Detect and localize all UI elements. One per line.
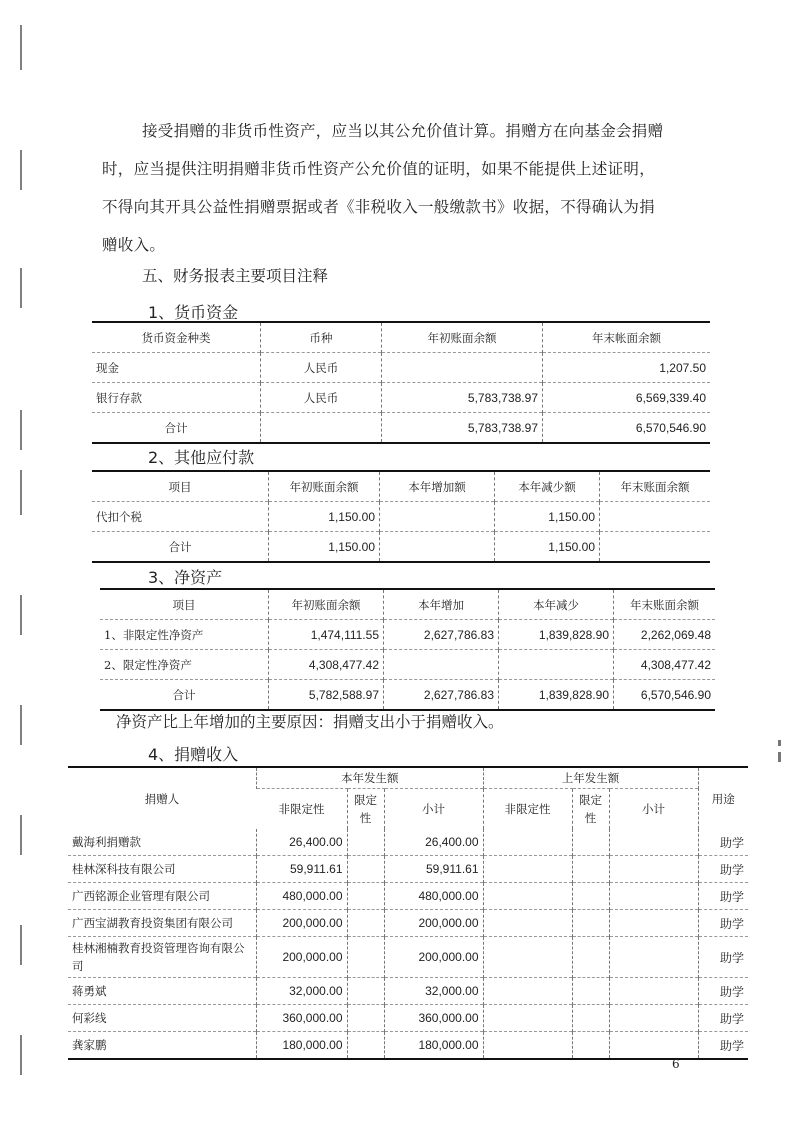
column-header: 年初账面余额: [382, 322, 543, 353]
cash-table: [92, 321, 710, 444]
cell-prev-restricted: [572, 1005, 609, 1032]
scan-speck: [778, 752, 781, 762]
cell: 2,627,786.83: [384, 620, 499, 650]
cell: 4,308,477.42: [614, 650, 716, 680]
table3-title: 3、净资产: [148, 568, 223, 587]
table-header-row: [68, 767, 748, 789]
cell-cur-subtotal: 32,000.00: [384, 978, 483, 1005]
cell: 银行存款: [92, 383, 261, 413]
cell-cur-unrestricted: 59,911.61: [257, 856, 348, 883]
table4-title: 4、捐赠收入: [148, 745, 239, 764]
cell-prev-subtotal: [609, 910, 698, 937]
cell-cur-restricted: [347, 978, 384, 1005]
table1-title: 1、货币资金: [148, 303, 239, 322]
cell: 6,570,546.90: [543, 413, 711, 444]
cell-prev-unrestricted: [483, 883, 572, 910]
cell: 1,150.00: [269, 502, 380, 532]
table2-title: 2、其他应付款: [148, 448, 255, 467]
cell-donor: 蒋勇斌: [68, 978, 257, 1005]
column-header: 币种: [261, 322, 382, 353]
cell-purpose: 助学: [698, 910, 748, 937]
cell-cur-subtotal: 26,400.00: [384, 829, 483, 856]
column-header: 限定性: [572, 789, 609, 830]
cell: [380, 532, 495, 563]
cell-cur-unrestricted: 200,000.00: [257, 910, 348, 937]
cell-cur-unrestricted: 200,000.00: [257, 937, 348, 978]
cell-cur-restricted: [347, 883, 384, 910]
cell: [380, 502, 495, 532]
column-header: 捐赠人: [144, 791, 180, 806]
cell-purpose: 助学: [698, 978, 748, 1005]
table-total-row: [92, 413, 710, 444]
table-row: [68, 883, 748, 910]
table-row: [92, 383, 710, 413]
cell-prev-subtotal: [609, 883, 698, 910]
paragraph-line: 时，应当提供注明捐赠非货币性资产公允价值的证明，如果不能提供上述证明，: [102, 160, 656, 178]
column-header: 本年减少额: [495, 471, 600, 502]
table-row: [68, 937, 748, 978]
cell-prev-unrestricted: [483, 856, 572, 883]
cell: [499, 650, 614, 680]
table-row: [68, 910, 748, 937]
table-row: [92, 502, 710, 532]
page-number: 6: [672, 1057, 680, 1071]
cell: 5,783,738.97: [382, 413, 543, 444]
cell-prev-unrestricted: [483, 978, 572, 1005]
cell-prev-subtotal: [609, 1005, 698, 1032]
cell: 1,839,828.90: [499, 620, 614, 650]
cell: 2,627,786.83: [384, 680, 499, 711]
paragraph-line: 接受捐赠的非货币性资产，应当以其公允价值计算。捐赠方在向基金会捐赠: [142, 122, 664, 140]
column-header: 年末账面余额: [600, 471, 711, 502]
cell-prev-unrestricted: [483, 937, 572, 978]
cell-cur-unrestricted: 480,000.00: [257, 883, 348, 910]
cell-prev-unrestricted: [483, 1005, 572, 1032]
cell-cur-restricted: [347, 910, 384, 937]
cell: 代扣个税: [92, 502, 269, 532]
cell: 人民币: [261, 353, 382, 383]
cell-cur-subtotal: 59,911.61: [384, 856, 483, 883]
column-header: 年初账面余额: [269, 471, 380, 502]
cell-purpose: 助学: [698, 829, 748, 856]
cell: 1,207.50: [543, 353, 711, 383]
cell-prev-unrestricted: [483, 1032, 572, 1060]
table-total-row: [92, 532, 710, 563]
column-header: 项目: [168, 479, 192, 494]
margin-mark: [20, 25, 22, 70]
cell-cur-subtotal: 180,000.00: [384, 1032, 483, 1060]
cell: 1,150.00: [495, 532, 600, 563]
column-header: 小计: [384, 789, 483, 830]
cell-donor: 广西宝湖教育投资集团有限公司: [68, 910, 257, 937]
cell-prev-restricted: [572, 978, 609, 1005]
cell-prev-subtotal: [609, 856, 698, 883]
cell: [382, 353, 543, 383]
cell: [600, 532, 711, 563]
cell-purpose: 助学: [698, 856, 748, 883]
cell: 1、非限定性净资产: [100, 620, 269, 650]
cell-cur-restricted: [347, 937, 384, 978]
cell: 6,570,546.90: [614, 680, 716, 711]
cell: [384, 650, 499, 680]
other-payables-table: [92, 470, 710, 563]
cell-prev-unrestricted: [483, 910, 572, 937]
cell: 人民币: [261, 383, 382, 413]
cell-donor: 戴海利捐赠款: [72, 835, 141, 849]
margin-mark: [20, 470, 22, 515]
cell-cur-restricted: [347, 856, 384, 883]
cell-purpose: 助学: [698, 1005, 748, 1032]
cell-donor: 广西铭源企业管理有限公司: [68, 883, 257, 910]
column-header: 用途: [698, 767, 748, 829]
table-header-row: [92, 322, 710, 353]
donation-income-table: [68, 766, 748, 1060]
cell: 4,308,477.42: [269, 650, 384, 680]
cell: 1,150.00: [495, 502, 600, 532]
cell: [600, 502, 711, 532]
margin-mark: [20, 595, 22, 635]
net-assets-table: [100, 588, 715, 711]
cell: 合计: [92, 532, 269, 563]
cell: 现金: [92, 353, 261, 383]
column-header: 本年增加: [384, 589, 499, 620]
cell-prev-unrestricted: [483, 829, 572, 856]
cell-donor: 何彩线: [68, 1005, 257, 1032]
section-title: 五、财务报表主要项目注释: [142, 267, 329, 285]
cell: 5,783,738.97: [382, 383, 543, 413]
table-row: [68, 1005, 748, 1032]
table-row: [100, 620, 715, 650]
column-header: 限定性: [347, 789, 384, 830]
cell-cur-unrestricted: 26,400.00: [257, 829, 348, 856]
cell: 合计: [92, 413, 261, 444]
cell-cur-subtotal: 200,000.00: [384, 937, 483, 978]
table-row: [68, 1032, 748, 1060]
margin-mark: [20, 925, 22, 965]
cell-cur-subtotal: 480,000.00: [384, 883, 483, 910]
cell: 1,474,111.55: [269, 620, 384, 650]
cell-prev-restricted: [572, 910, 609, 937]
cell-prev-subtotal: [609, 978, 698, 1005]
cell-purpose: 助学: [698, 937, 748, 978]
cell: 1,150.00: [269, 532, 380, 563]
cell-prev-restricted: [572, 1032, 609, 1060]
column-header: 本年增加额: [380, 471, 495, 502]
cell-cur-restricted: [347, 829, 384, 856]
column-header: 非限定性: [483, 789, 572, 830]
table-row: [68, 978, 748, 1005]
cell: 2、限定性净资产: [100, 650, 269, 680]
cell-cur-subtotal: 360,000.00: [384, 1005, 483, 1032]
margin-mark: [20, 1035, 22, 1075]
cell: 1,839,828.90: [499, 680, 614, 711]
table-row: [68, 829, 748, 856]
cell-cur-subtotal: 200,000.00: [384, 910, 483, 937]
cell-cur-restricted: [347, 1005, 384, 1032]
intro-paragraph: [102, 112, 702, 264]
cell-donor: 桂林湘楠教育投资管理咨询有限公司: [68, 937, 257, 978]
cell-donor: 桂林深科技有限公司: [68, 856, 257, 883]
margin-mark: [20, 150, 22, 190]
column-group-header: 本年发生额: [257, 767, 484, 789]
table-header-row: [92, 471, 710, 502]
cell-donor: 龚家鹏: [68, 1032, 257, 1060]
margin-mark: [20, 410, 22, 450]
paragraph-line: 赠收入。: [102, 236, 166, 254]
column-header: 年末账面余额: [614, 589, 716, 620]
cell-prev-subtotal: [609, 937, 698, 978]
scan-speck: [778, 740, 781, 746]
margin-mark: [20, 815, 22, 855]
cell-purpose: 助学: [698, 883, 748, 910]
cell: 6,569,339.40: [543, 383, 711, 413]
column-header: 小计: [609, 789, 698, 830]
table-row: [92, 353, 710, 383]
cell-cur-unrestricted: 180,000.00: [257, 1032, 348, 1060]
cell-prev-restricted: [572, 883, 609, 910]
column-header: 项目: [172, 597, 196, 612]
column-header: 年初账面余额: [269, 589, 384, 620]
cell: 5,782,588.97: [269, 680, 384, 711]
cell-prev-restricted: [572, 829, 609, 856]
cell: 2,262,069.48: [614, 620, 716, 650]
table-row: [68, 856, 748, 883]
paragraph-line: 不得向其开具公益性捐赠票据或者《非税收入一般缴款书》收据，不得确认为捐: [102, 198, 656, 216]
cell-prev-restricted: [572, 937, 609, 978]
table-total-row: [100, 680, 715, 711]
column-header: 本年减少: [499, 589, 614, 620]
column-header: 年末帐面余额: [543, 322, 711, 353]
table-header-row: [100, 589, 715, 620]
cell-cur-unrestricted: 32,000.00: [257, 978, 348, 1005]
margin-mark: [20, 268, 22, 308]
cell-purpose: 助学: [698, 1032, 748, 1060]
net-assets-note: 净资产比上年增加的主要原因：捐赠支出小于捐赠收入。: [116, 713, 504, 731]
cell: [261, 413, 382, 444]
table-row: [100, 650, 715, 680]
margin-mark: [20, 705, 22, 745]
cell-prev-subtotal: [609, 829, 698, 856]
column-header: 非限定性: [257, 789, 348, 830]
cell-cur-restricted: [347, 1032, 384, 1060]
column-header: 货币资金种类: [141, 330, 211, 345]
column-group-header: 上年发生额: [483, 767, 698, 789]
cell-prev-restricted: [572, 856, 609, 883]
cell-prev-subtotal: [609, 1032, 698, 1060]
cell-cur-unrestricted: 360,000.00: [257, 1005, 348, 1032]
cell: 合计: [100, 680, 269, 711]
